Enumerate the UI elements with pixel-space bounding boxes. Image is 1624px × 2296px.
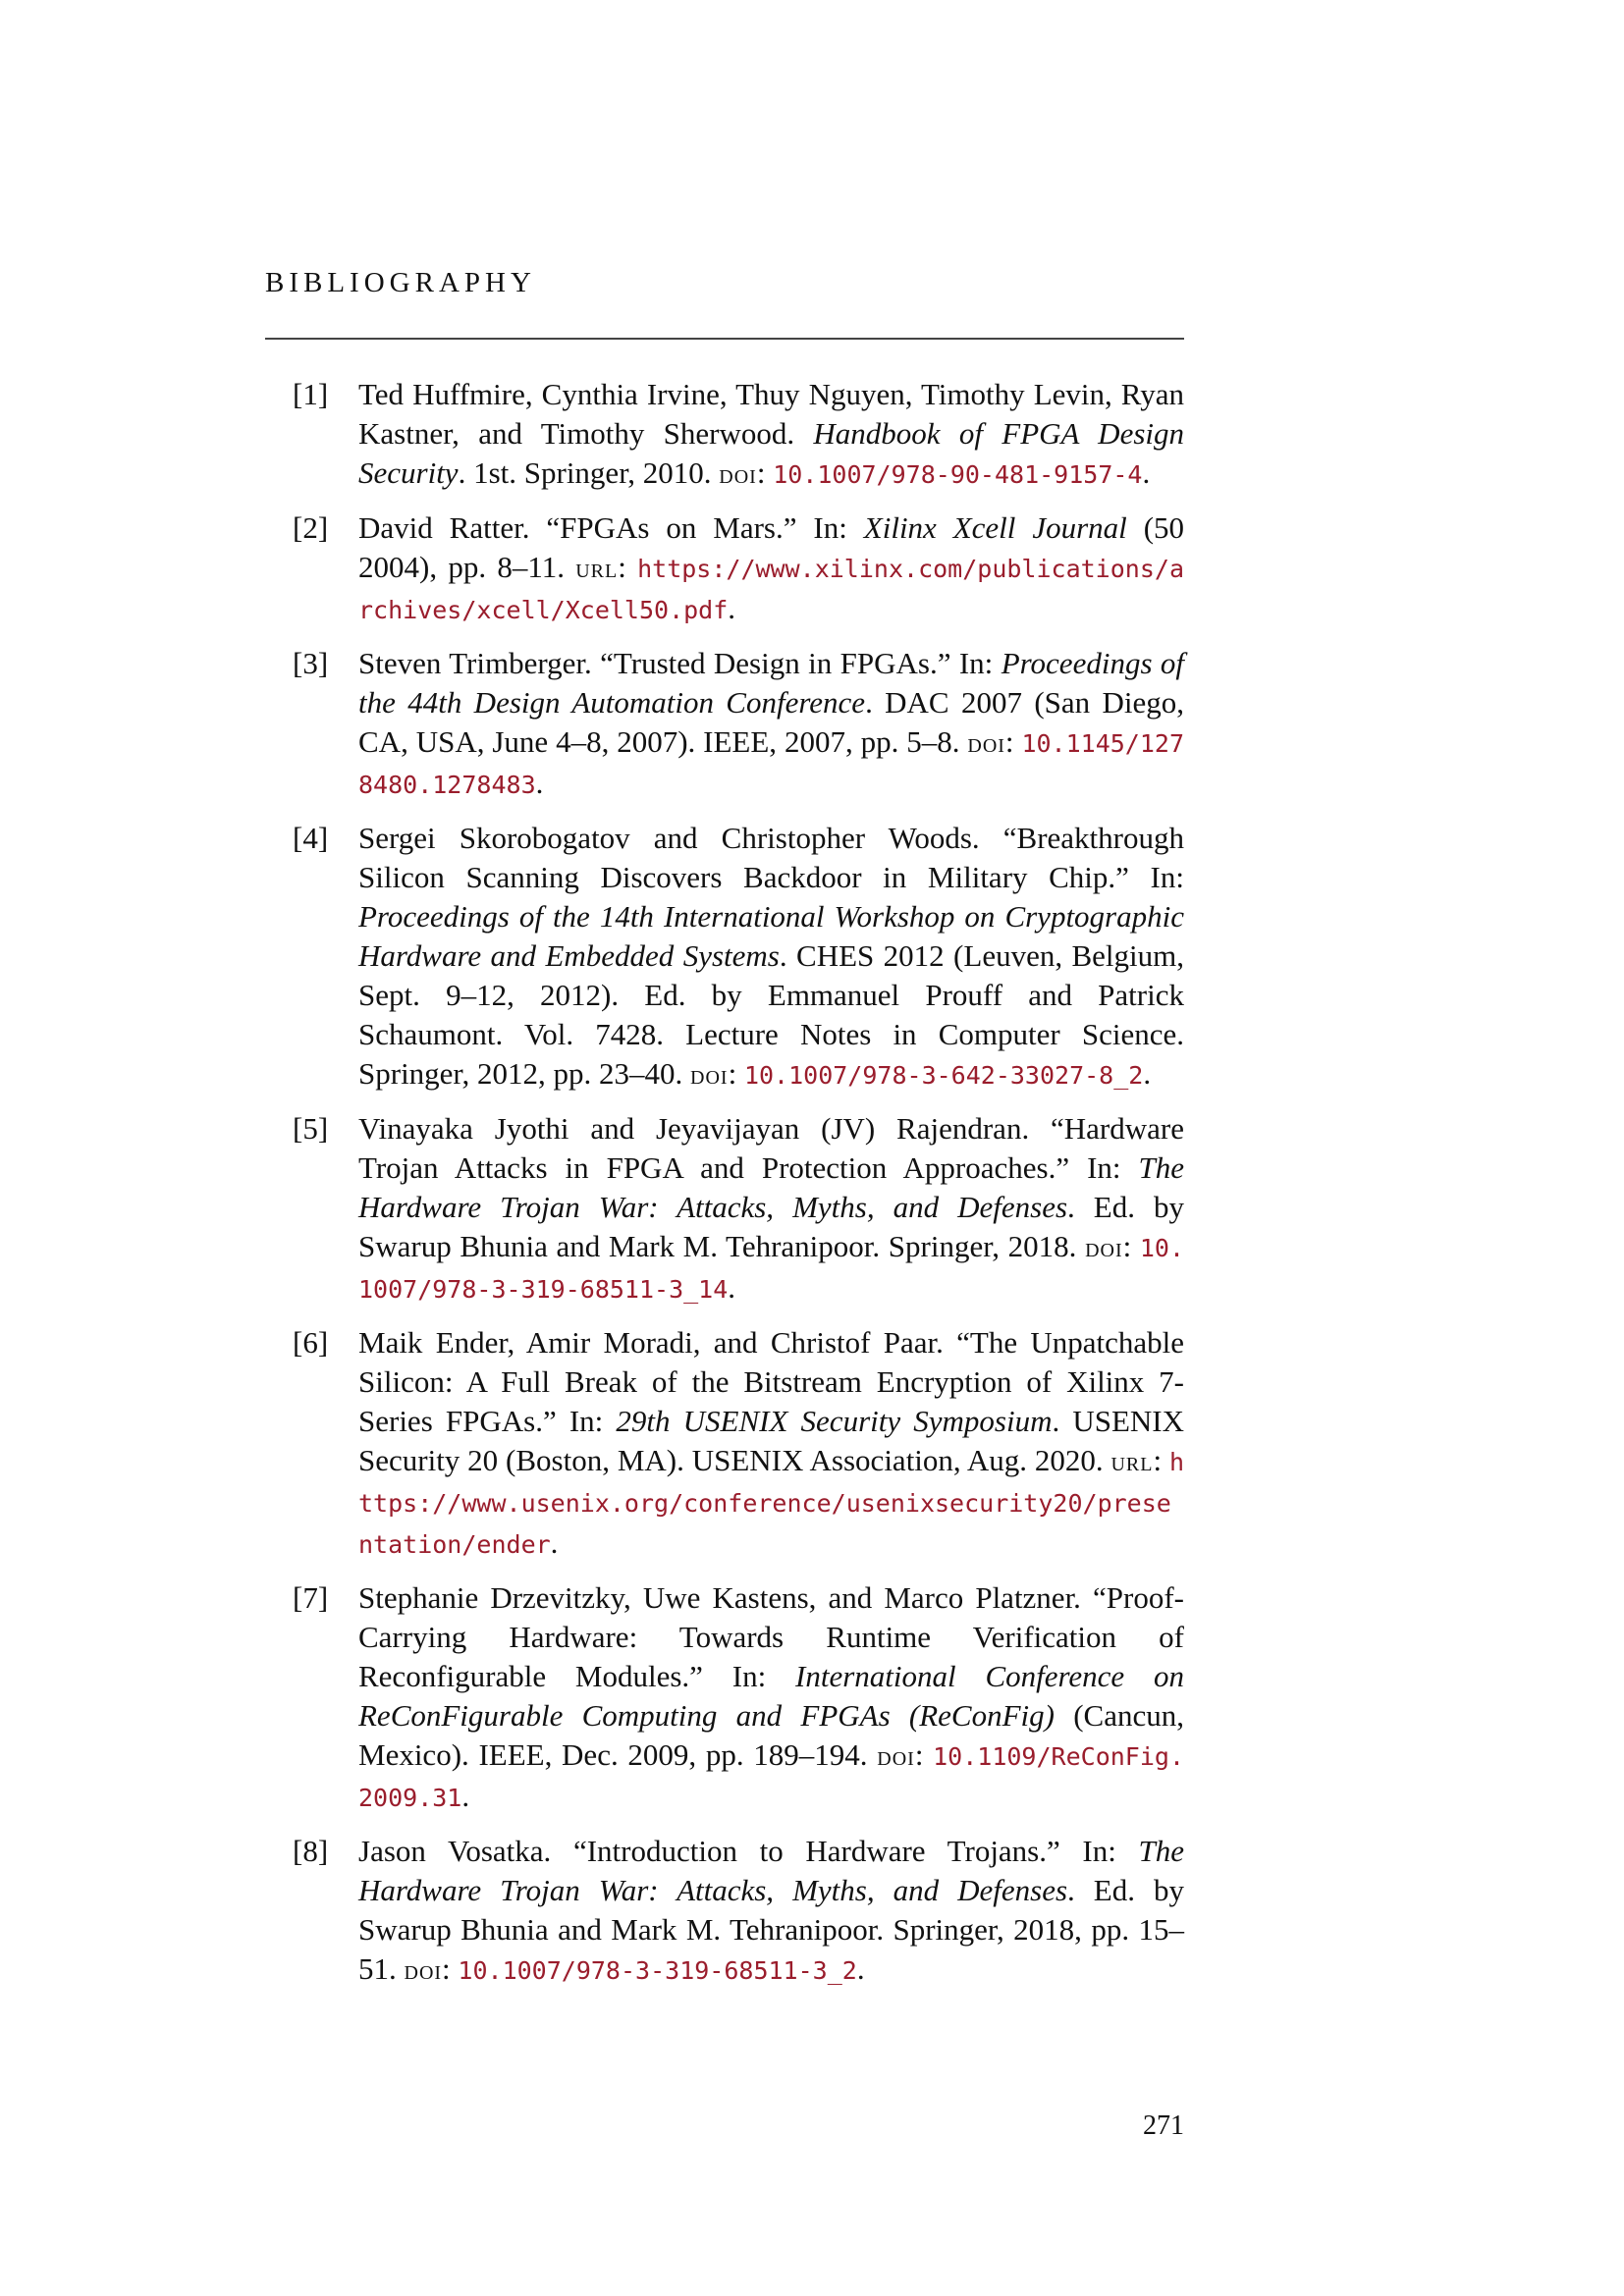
bib-doi-link[interactable]: 10.1007/978-3-319-68511-3_14	[358, 1234, 1185, 1304]
bib-entry-label: [2]	[293, 510, 329, 545]
page-number: 271	[1143, 2110, 1184, 2141]
bib-title-italic: The Hardware Trojan War: Attacks, Myths, and Defenses	[358, 1150, 1184, 1224]
bib-title-italic: Xilinx Xcell Journal	[863, 510, 1127, 545]
bibliography-list	[293, 375, 1184, 2004]
bib-entry-body: Ted Huffmire, Cynthia Irvine, Thuy Nguyen, Timothy Levin, Ryan Kastner, and Timothy Sherwood. Handbook of FPGA Design Security. 1st. Springer, 2010. doi: 10.1007/978-90-481-9157-4.	[358, 377, 1185, 490]
bib-title-italic: Proceedings of the 44th Design Automation Conference	[358, 646, 1185, 720]
bib-link-type: url	[575, 554, 619, 584]
bib-entry	[293, 1109, 1184, 1309]
bib-title-italic: The Hardware Trojan War: Attacks, Myths, and Defenses	[358, 1834, 1184, 1907]
bib-title-italic: Proceedings of the 14th International Workshop on Cryptographic Hardware and Embedded Systems	[358, 899, 1184, 973]
bib-authors: Vinayaka Jyothi and Jeyavijayan (JV) Rajendran. “Hardware Trojan Attacks in FPGA and Protection Approaches.” In:	[358, 1111, 1184, 1185]
section-title: BIBLIOGRAPHY	[265, 267, 536, 298]
bib-url-link[interactable]: https://www.xilinx.com/publications/archives/xcell/Xcell50.pdf	[358, 555, 1184, 624]
bib-entry	[293, 819, 1184, 1095]
bib-details: (Cancun, Mexico). IEEE, Dec. 2009, pp. 189–194.	[358, 1698, 1184, 1772]
bib-url-link[interactable]: https://www.usenix.org/conference/usenixsecurity20/presentation/ender	[358, 1448, 1184, 1559]
bib-entry-body: Sergei Skorobogatov and Christopher Woods. “Breakthrough Silicon Scanning Discovers Backdoor in Military Chip.” In: Proceedings of the 14th International Workshop on Cryptographic Hardware and Embedded Systems. CHES 2012 (Leuven, Belgium, Sept. 9–12, 2012). Ed. by Emmanuel Prouff and Patrick Schaumont. Vol. 7428. Lecture Notes in Computer Science. Springer, 2012, pp. 23–40. doi: 10.1007/978-3-642-33027-8_2.	[358, 821, 1185, 1091]
bib-doi-link[interactable]: 10.1109/ReConFig.2009.31	[358, 1742, 1184, 1812]
bib-details: . 1st. Springer, 2010.	[458, 455, 712, 490]
bib-entry-body: Jason Vosatka. “Introduction to Hardware Trojans.” In: The Hardware Trojan War: Attacks, Myths, and Defenses. Ed. by Swarup Bhunia and Mark M. Tehranipoor. Springer, 2018, pp. 15–51. doi: 10.1007/978-3-319-68511-3_2.	[358, 1834, 1185, 1986]
header-rule	[265, 338, 1184, 340]
bib-entry-body: Vinayaka Jyothi and Jeyavijayan (JV) Rajendran. “Hardware Trojan Attacks in FPGA and Protection Approaches.” In: The Hardware Trojan War: Attacks, Myths, and Defenses. Ed. by Swarup Bhunia and Mark M. Tehranipoor. Springer, 2018. doi: 10.1007/978-3-319-68511-3_14.	[358, 1111, 1185, 1305]
bib-doi-link[interactable]: 10.1007/978-90-481-9157-4	[773, 460, 1143, 489]
bib-entry	[293, 1832, 1184, 1991]
bib-link-type: doi	[404, 1955, 443, 1986]
bib-entry	[293, 375, 1184, 495]
bib-authors: Maik Ender, Amir Moradi, and Christof Paar. “The Unpatchable Silicon: A Full Break of the Bitstream Encryption of Xilinx 7-Series FPGAs.” In:	[358, 1325, 1184, 1438]
bib-link-type: url	[1110, 1447, 1154, 1477]
bib-details: (50 2004), pp. 8–11.	[358, 510, 1185, 584]
bib-entry-label: [6]	[293, 1325, 329, 1360]
bib-entry	[293, 644, 1184, 805]
bib-authors: Sergei Skorobogatov and Christopher Woods. “Breakthrough Silicon Scanning Discovers Backdoor in Military Chip.” In:	[358, 821, 1184, 894]
bib-entry-body: Stephanie Drzevitzky, Uwe Kastens, and Marco Platzner. “Proof-Carrying Hardware: Towards Runtime Verification of Reconfigurable Modules.” In: International Conference on ReConFigurable Computing and FPGAs (ReConFig) (Cancun, Mexico). IEEE, Dec. 2009, pp. 189–194. doi: 10.1109/ReConFig.2009.31.	[358, 1580, 1185, 1813]
bib-link-type: doi	[877, 1741, 915, 1772]
bib-authors: Stephanie Drzevitzky, Uwe Kastens, and Marco Platzner. “Proof-Carrying Hardware: Towards Runtime Verification of Reconfigurable Modules.” In:	[358, 1580, 1184, 1693]
bib-entry	[293, 508, 1184, 630]
bib-link-type: doi	[719, 459, 757, 490]
bib-title-italic: 29th USENIX Security Symposium	[616, 1404, 1053, 1438]
bib-entry-label: [8]	[293, 1834, 329, 1868]
bib-doi-link[interactable]: 10.1007/978-3-319-68511-3_2	[458, 1956, 857, 1985]
bib-doi-link[interactable]: 10.1145/1278480.1278483	[358, 729, 1185, 799]
bib-entry-body: Maik Ender, Amir Moradi, and Christof Paar. “The Unpatchable Silicon: A Full Break of the Bitstream Encryption of Xilinx 7-Series FPGAs.” In: 29th USENIX Security Symposium. USENIX Security 20 (Boston, MA). USENIX Association, Aug. 2020. url: https://www.usenix.org/conference/usenixsecurity20/presentation/ender.	[358, 1325, 1185, 1560]
bib-authors: Ted Huffmire, Cynthia Irvine, Thuy Nguyen, Timothy Levin, Ryan Kastner, and Timothy Sherwood.	[358, 377, 1184, 451]
bib-entry-label: [4]	[293, 821, 329, 855]
bib-entry-label: [5]	[293, 1111, 329, 1146]
bib-link-type: doi	[690, 1060, 729, 1091]
bib-authors: Jason Vosatka. “Introduction to Hardware Trojans.” In:	[358, 1834, 1116, 1868]
bib-details: . Ed. by Swarup Bhunia and Mark M. Tehranipoor. Springer, 2018, pp. 15–51.	[358, 1873, 1185, 1986]
bib-details: . CHES 2012 (Leuven, Belgium, Sept. 9–12, 2012). Ed. by Emmanuel Prouff and Patrick Schaumont. Vol. 7428. Lecture Notes in Computer Science. Springer, 2012, pp. 23–40.	[358, 938, 1185, 1091]
bib-entry	[293, 1323, 1184, 1565]
bib-details: . USENIX Security 20 (Boston, MA). USENIX Association, Aug. 2020.	[358, 1404, 1185, 1477]
page-header	[265, 263, 1184, 340]
bib-entry-label: [7]	[293, 1580, 329, 1615]
bib-authors: Steven Trimberger. “Trusted Design in FPGAs.” In:	[358, 646, 994, 680]
bib-details: . Ed. by Swarup Bhunia and Mark M. Tehranipoor. Springer, 2018.	[358, 1190, 1185, 1263]
bib-entry	[293, 1578, 1184, 1818]
bib-title-italic: International Conference on ReConFigurable Computing and FPGAs (ReConFig)	[358, 1659, 1185, 1733]
bib-entry-label: [3]	[293, 646, 329, 680]
bib-entry-body: David Ratter. “FPGAs on Mars.” In: Xilinx Xcell Journal (50 2004), pp. 8–11. url: https://www.xilinx.com/publications/archives/xcell/Xcell50.pdf.	[358, 510, 1185, 625]
bib-doi-link[interactable]: 10.1007/978-3-642-33027-8_2	[743, 1061, 1144, 1090]
bib-link-type: doi	[967, 728, 1005, 759]
bib-entry-label: [1]	[293, 377, 329, 411]
bib-authors: David Ratter. “FPGAs on Mars.” In:	[358, 510, 847, 545]
bib-link-type: doi	[1085, 1233, 1123, 1263]
bib-entry-body: Steven Trimberger. “Trusted Design in FPGAs.” In: Proceedings of the 44th Design Automation Conference. DAC 2007 (San Diego, CA, USA, June 4–8, 2007). IEEE, 2007, pp. 5–8. doi: 10.1145/1278480.1278483.	[358, 646, 1185, 800]
bib-title-italic: Handbook of FPGA Design Security	[358, 416, 1185, 490]
bib-details: . DAC 2007 (San Diego, CA, USA, June 4–8, 2007). IEEE, 2007, pp. 5–8.	[358, 685, 1184, 759]
